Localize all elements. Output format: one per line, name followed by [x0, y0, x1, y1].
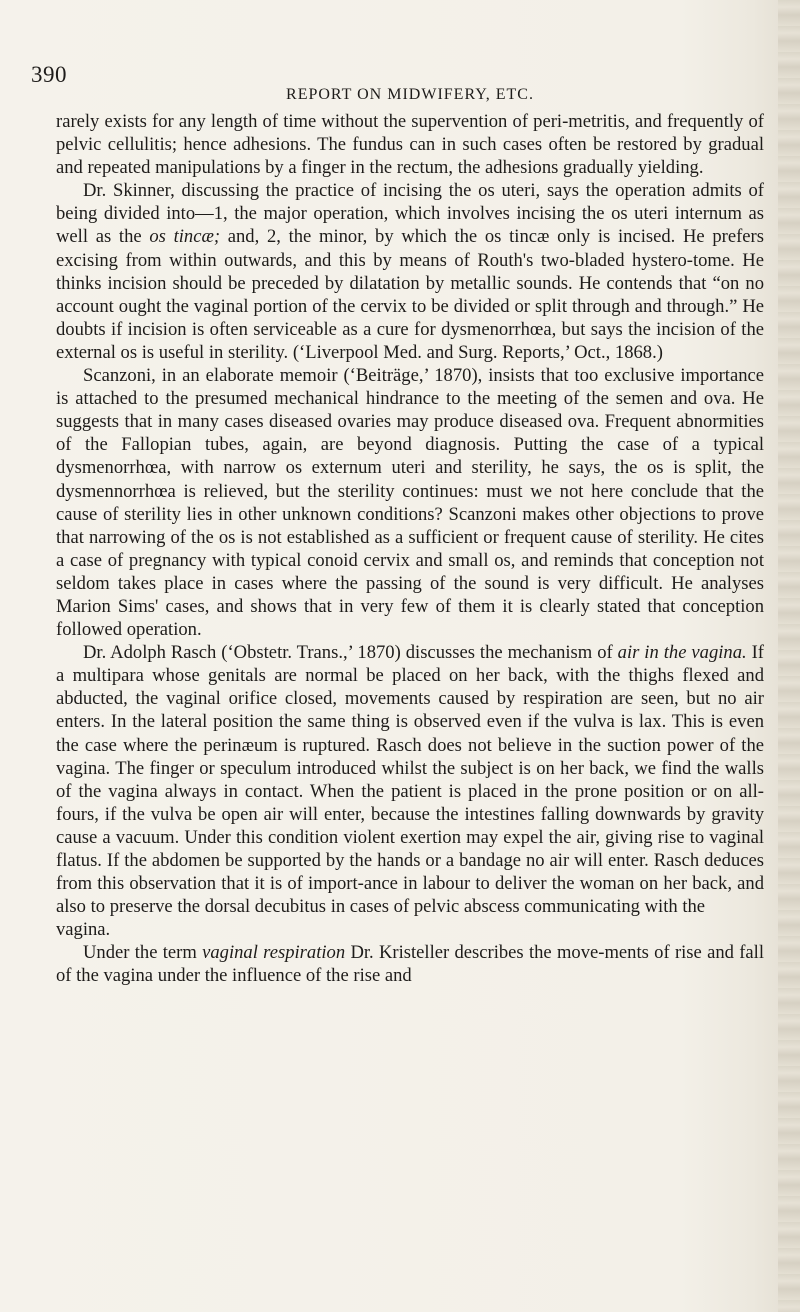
paragraph: [56, 364, 764, 641]
italic-phrase: air in the vagina.: [617, 642, 747, 664]
italic-phrase: os tincæ;: [149, 226, 221, 248]
text-run: Scanzoni, in an elaborate memoir (‘Beiträge,’ 1870), insists that too exclusive importance is attached to the presumed mechanical hindrance to the meeting of the semen and ova. He suggests that in many cases diseased ovaries may produce diseased ova. Frequent abnormities of the Fallopian tubes, again, are beyond diagnosis. Putting the case of a typical dysmenorrhœa, with narrow os externum uteri and sterility, he says, the os is split, the dysmennorrhœa is relieved, but the sterility continues: must we not here conclude that the cause of sterility lies in other unknown conditions? Scanzoni makes other objections to prove that narrowing of the os is not established as a sufficient or frequent cause of sterility. He cites a case of pregnancy with typical conoid cervix and small os, and reminds that conception not seldom takes place in cases where the passing of the sound is very difficult. He analyses Marion Sims' cases, and shows that in very few of them it is clearly stated that conception followed operation.: [56, 365, 764, 641]
text-run: rarely exists for any length of time without the supervention of peri-metritis, and frequently of pelvic cellulitis; hence adhesions. The fundus can in such cases often be restored by gradual and repeated manipulations by a finger in the rectum, the adhesions gradually yielding.: [56, 111, 764, 179]
paragraph: [56, 641, 764, 918]
italic-phrase: vaginal respiration: [202, 942, 346, 964]
text-run: Dr. Adolph Rasch (‘Obstetr. Trans.,’ 1870) discusses the mechanism of: [83, 642, 618, 664]
text-run: Under the term: [83, 942, 203, 964]
body-text: [56, 110, 764, 988]
page-number: 390: [31, 62, 67, 87]
text-run: Dr. Kristeller describes the move-ments of rise and fall of the vagina under the influence of the rise and: [56, 942, 764, 987]
text-run: If a multipara whose genitals are normal be placed on her back, with the thighs flexed and abducted, the vaginal orifice closed, movements caused by respiration are seen, but no air enters. In the lateral position the same thing is observed even if the vulva is lax. This is even the case where the perinæum is ruptured. Rasch does not believe in the suction power of the vagina. The finger or speculum introduced whilst the subject is on her back, we find the walls of the vagina always in contact. When the patient is placed in the prone position or on all-fours, if the vulva be open air will enter, because the intestines falling downwards by gravity cause a vacuum. Under this condition violent exertion may expel the air, giving rise to vaginal flatus. If the abdomen be supported by the hands or a bandage no air will enter. Rasch deduces from this observation that it is of import-ance in labour to deliver the woman on her back, and also to preserve the dorsal decubitus in cases of pelvic abscess communicating with the: [56, 642, 764, 918]
running-head: REPORT ON MIDWIFERY, ETC.: [286, 86, 534, 103]
page-edge-shadow: [778, 0, 800, 1312]
paragraph: [56, 110, 764, 179]
text-run: Dr. Skinner, discussing the practice of incising the os uteri, says the operation admits of being divided into—1, the major operation, which involves incising the os uteri internum as well as the: [56, 180, 764, 248]
paragraph: [56, 179, 764, 364]
text-run: and, 2, the minor, by which the os tincæ only is incised. He prefers excising from within outwards, and this by means of Routh's two-bladed hystero-tome. He thinks incision should be preceded by dilatation by metallic sounds. He contends that “on no account ought the vaginal portion of the cervix to be divided or split through and through.” He doubts if incision is often serviceable as a cure for dysmenorrhœa, but says the incision of the external os is useful in sterility. (‘Liverpool Med. and Surg. Reports,’ Oct., 1868.): [56, 226, 764, 363]
paragraph: [56, 918, 764, 941]
text-run: vagina.: [56, 919, 111, 941]
paragraph: [56, 941, 764, 987]
